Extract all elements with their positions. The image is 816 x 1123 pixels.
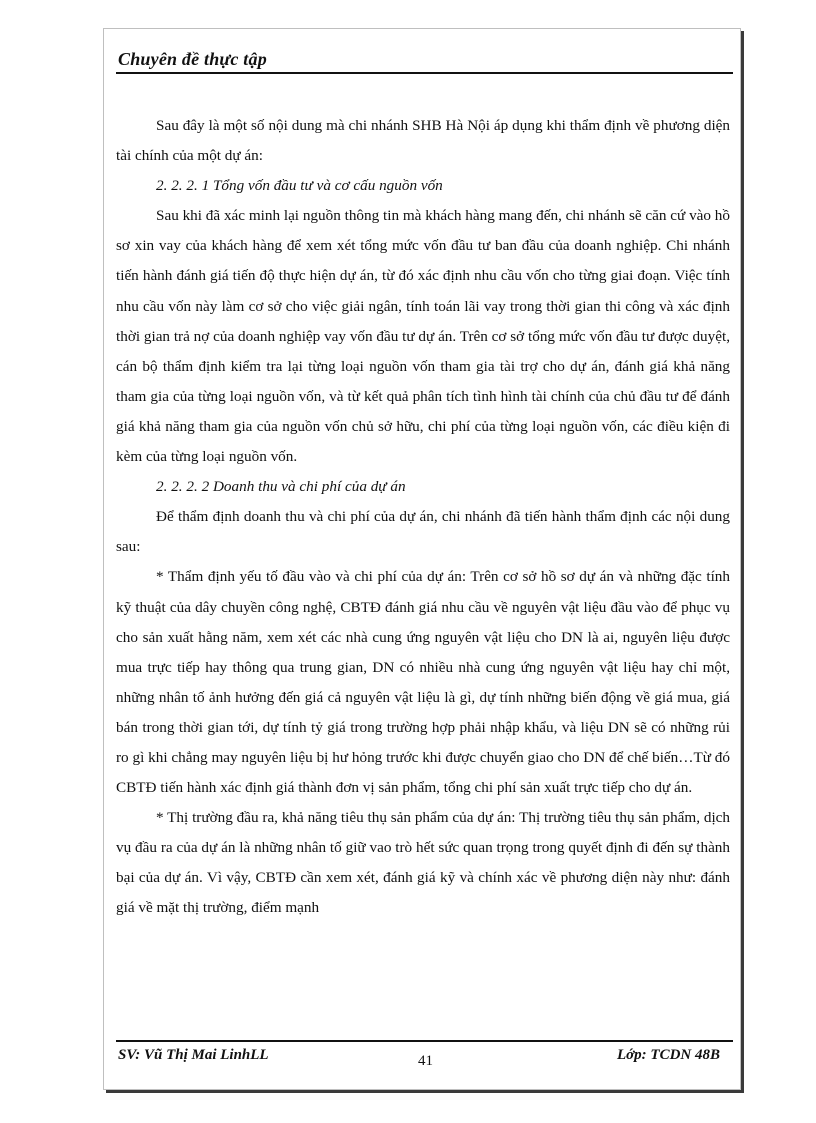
page-number: 41 [418, 1053, 433, 1069]
footer-rule [116, 1040, 733, 1042]
paragraph-intro: Sau đây là một số nội dung mà chi nhánh SHB Hà Nội áp dụng khi thẩm định về phương diện tài chính của một dự án: [116, 117, 730, 165]
header-rule [116, 72, 733, 74]
header-title: Chuyên đề thực tập [118, 49, 267, 69]
section-heading-total-capital: 2. 2. 2. 1 Tổng vốn đầu tư và cơ cấu nguồn vốn [156, 177, 443, 195]
section-heading-revenue-cost: 2. 2. 2. 2 Doanh thu và chi phí của dự án [156, 478, 406, 496]
document-body [116, 111, 730, 924]
paragraph-total-capital: Sau khi đã xác minh lại nguồn thông tin mà khách hàng mang đến, chi nhánh sẽ căn cứ vào hồ sơ xin vay của khách hàng để xem xét tổng mức vốn đầu tư ban đầu của doanh nghiệp. Chi nhánh tiến hành đánh giá tiến độ thực hiện dự án, từ đó xác định nhu cầu vốn cho từng giai đoạn. Việc tính nhu cầu vốn này làm cơ sở cho việc giải ngân, tính toán lãi vay trong thời gian thi công và xác định thời gian trả nợ của doanh nghiệp vay vốn đầu tư dự án. Trên cơ sở tổng mức vốn đầu tư được duyệt, cán bộ thẩm định kiểm tra lại từng loại nguồn vốn tham gia tài trợ cho dự án, đánh giá khả năng tham gia của từng loại nguồn vốn, và từ kết quả phân tích tình hình tài chính của chủ đầu tư để đánh giá khả năng tham gia của nguồn vốn chủ sở hữu, chi phí của từng loại nguồn vốn, các điều kiện đi kèm của từng loại nguồn vốn. [116, 207, 730, 466]
paragraph-revenue-cost-intro: Để thẩm định doanh thu và chi phí của dự án, chi nhánh đã tiến hành thẩm định các nội dung sau: [116, 508, 730, 556]
footer-class: Lớp: TCDN 48B [616, 1047, 720, 1063]
paragraph-output-market: * Thị trường đầu ra, khả năng tiêu thụ sản phẩm của dự án: Thị trường tiêu thụ sản phẩm, dịch vụ đầu ra của dự án là những nhân tố giữ vao trò hết sức quan trọng trong quyết định đi đến sự thành bại của dự án. Vì vậy, CBTĐ cần xem xét, đánh giá kỹ và chính xác về phương diện này như: đánh giá về mặt thị trường, điểm mạnh [116, 809, 730, 917]
footer-student-name: SV: Vũ Thị Mai LinhLL [118, 1047, 269, 1063]
paragraph-input-costs: * Thẩm định yếu tố đầu vào và chi phí của dự án: Trên cơ sở hồ sơ dự án và những đặc tính kỹ thuật của dây chuyền công nghệ, CBTĐ đánh giá nhu cầu về nguyên vật liệu đầu vào để phục vụ cho sản xuất hằng năm, xem xét các nhà cung ứng nguyên vật liệu cho DN là ai, nguyên liệu được mua trực tiếp hay thông qua trung gian, DN có nhiều nhà cung ứng nguyên vật liệu hay chỉ một, những nhân tố ảnh hưởng đến giá cả nguyên vật liệu là gì, dự tính những biến động về giá mua, giá bán trong thời gian tới, dự tính tỷ giá trong trường hợp phải nhập khẩu, và liệu DN sẽ có những rủi ro gì khi chẳng may nguyên liệu bị hư hỏng trước khi được chuyển giao cho DN để chế biến…Từ đó CBTĐ tiến hành xác định giá thành đơn vị sản phẩm, tổng chi phí sản xuất trực tiếp cho dự án. [116, 568, 730, 797]
